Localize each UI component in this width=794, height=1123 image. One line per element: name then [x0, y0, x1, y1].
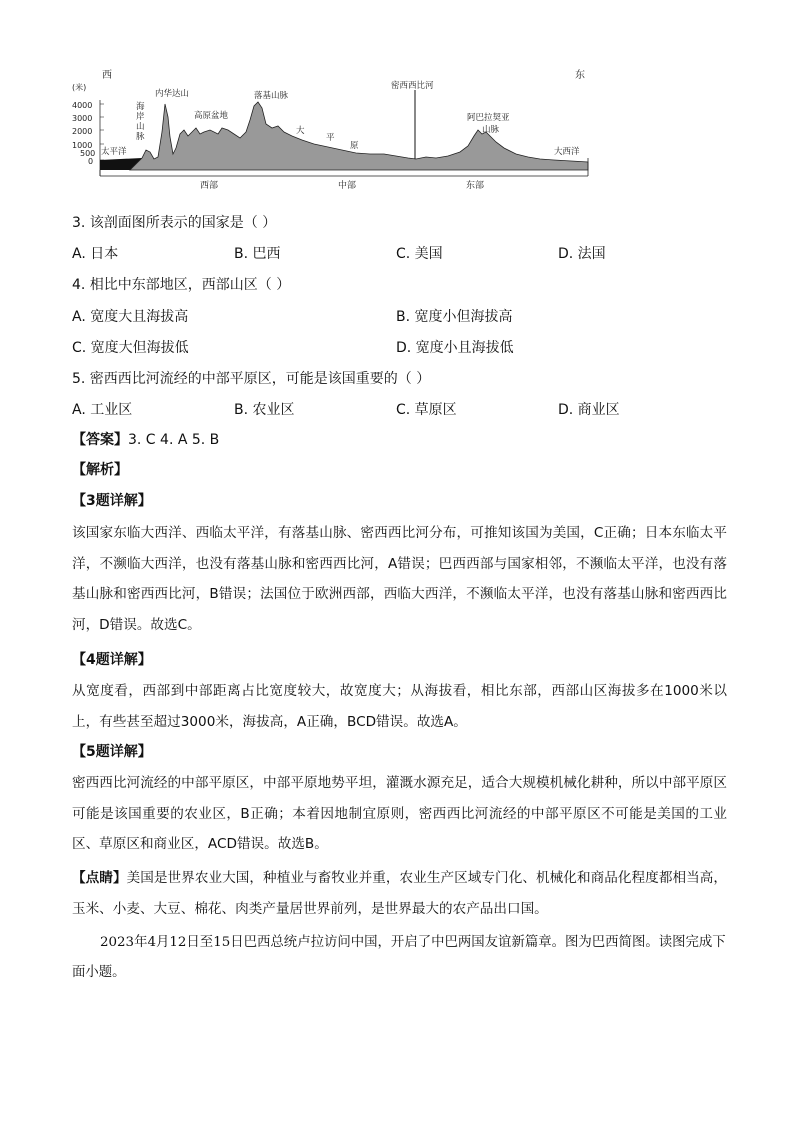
detail-3-text: 该国家东临大西洋、西临太平洋，有落基山脉、密西西比河分布，可推知该国为美国，C正确；日本东临太平洋，不濒临大西洋，也没有落基山脉和密西西比河，A错误；巴西西部与国家相邻，不濒临太平洋，也没有落基山脉和密西西比河，B错误；法国位于欧洲西部，西临大西洋，不濒临太平洋，也没有落基山脉和密西西比河，D错误。故选C。	[72, 525, 727, 633]
coast-range-label-2: 岸	[136, 112, 145, 122]
y-tick-500: 500	[80, 149, 96, 158]
question-3-stem: 3. 该剖面图所表示的国家是（ ）	[72, 215, 277, 231]
rocky-label: 落基山脉	[254, 91, 289, 101]
pacific-label: 太平洋	[101, 147, 127, 157]
y-tick-1000: 1000	[72, 141, 93, 150]
analysis-label: 【解析】	[72, 462, 128, 478]
tip-text: 美国是世界农业大国，种植业与畜牧业并重，农业生产区域专门化、机械化和商品化程度都相当高，玉米、小麦、大豆、棉花、肉类产量居世界前列，是世界最大的农产品出口国。	[72, 870, 728, 917]
q3-option-d: D. 法国	[558, 246, 606, 262]
terrain-profile-figure	[70, 62, 600, 192]
detail-3-title: 【3题详解】	[72, 493, 152, 509]
plain-label-2: 平	[326, 133, 335, 143]
tip-paragraph	[72, 863, 727, 924]
q3-option-a: A. 日本	[72, 246, 119, 262]
east-label: 东	[575, 70, 585, 81]
atlantic-label: 大西洋	[554, 147, 580, 157]
region-west-label: 西部	[200, 181, 219, 191]
q4-option-d: D. 宽度小且海拔低	[396, 340, 514, 356]
q5-option-c: C. 草原区	[396, 402, 457, 418]
appalachian-label-1: 阿巴拉契亚	[467, 113, 510, 123]
region-east-label: 东部	[466, 181, 485, 191]
detail-5-title: 【5题详解】	[72, 744, 152, 760]
y-tick-4000: 4000	[72, 101, 93, 110]
answer-label: 【答案】	[72, 432, 128, 448]
answer-value: 3. C 4. A 5. B	[128, 432, 220, 448]
q5-option-d: D. 商业区	[558, 402, 620, 418]
region-central-label: 中部	[338, 181, 357, 191]
unit-label: (米)	[72, 83, 87, 92]
mississippi-label: 密西西比河	[391, 81, 434, 91]
next-question-intro: 2023年4月12日至15日巴西总统卢拉访问中国，开启了中巴两国友谊新篇章。图为巴西简图。读图完成下面小题。	[72, 935, 726, 980]
q5-option-b: B. 农业区	[234, 402, 295, 418]
q5-option-a: A. 工业区	[72, 402, 133, 418]
y-tick-3000: 3000	[72, 114, 93, 123]
west-label: 西	[102, 70, 112, 81]
detail-5-text: 密西西比河流经的中部平原区，中部平原地势平坦，灌溉水源充足，适合大规模机械化耕种，所以中部平原区可能是该国重要的农业区，B正确；本着因地制宜原则，密西西比河流经的中部平原区不可能是美国的工业区、草原区和商业区，ACD错误。故选B。	[72, 775, 727, 852]
y-tick-2000: 2000	[72, 127, 93, 136]
detail-4-text: 从宽度看，西部到中部距离占比宽度较大，故宽度大；从海拔看，相比东部，西部山区海拔多在1000米以上，有些甚至超过3000米，海拔高，A正确，BCD错误。故选A。	[72, 683, 727, 730]
plain-label-3: 原	[350, 141, 359, 151]
detail-4-title: 【4题详解】	[72, 652, 152, 668]
terrain-profile-svg	[70, 62, 600, 192]
coast-range-label-1: 海	[136, 102, 145, 112]
q4-option-b: B. 宽度小但海拔高	[396, 309, 513, 325]
coast-range-label-4: 脉	[136, 132, 145, 142]
tip-label: 【点睛】	[72, 870, 127, 886]
appalachian-label-2: 山脉	[482, 125, 500, 135]
plateau-label: 高原盆地	[194, 111, 229, 121]
coast-range-label-3: 山	[136, 122, 145, 132]
answer-line	[72, 430, 219, 450]
q3-option-c: C. 美国	[396, 246, 443, 262]
q3-option-b: B. 巴西	[234, 246, 281, 262]
plain-label-1: 大	[296, 126, 305, 136]
y-tick-0: 0	[88, 157, 94, 166]
question-4-stem: 4. 相比中东部地区，西部山区（ ）	[72, 277, 291, 293]
nevada-label: 内华达山	[155, 89, 190, 99]
question-5-stem: 5. 密西西比河流经的中部平原区，可能是该国重要的（ ）	[72, 371, 431, 387]
q4-option-c: C. 宽度大但海拔低	[72, 340, 189, 356]
q4-option-a: A. 宽度大且海拔高	[72, 309, 189, 325]
